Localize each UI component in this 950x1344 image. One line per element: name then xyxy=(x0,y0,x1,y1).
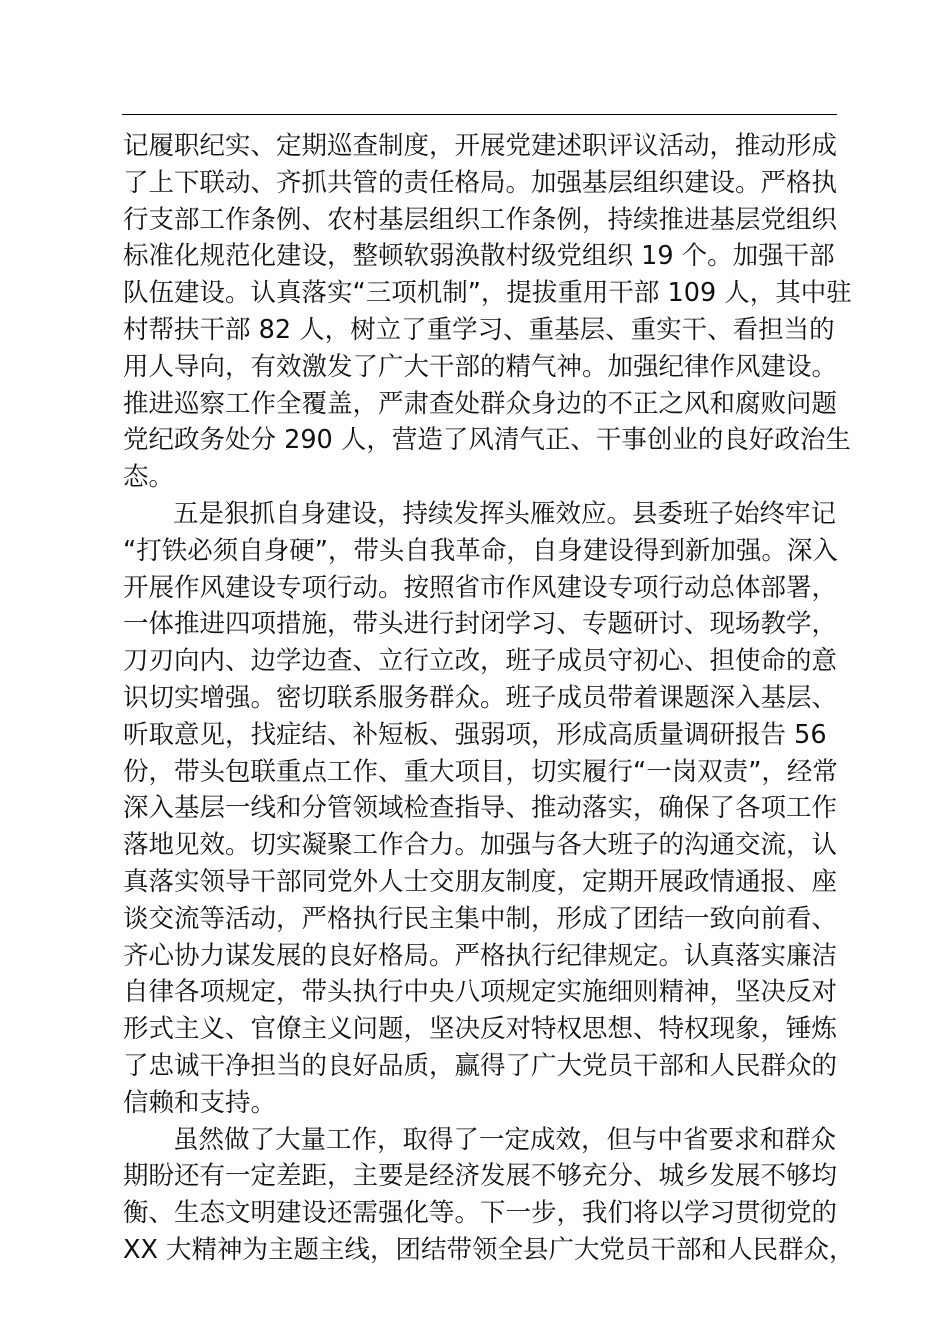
text-line: 信赖和支持。 xyxy=(123,1087,277,1118)
text-line: 用人导向，有效激发了广大干部的精气神。加强纪律作风建设。 xyxy=(123,351,838,382)
document-body xyxy=(123,128,855,1269)
text-line: 开展作风建设专项行动。按照省市作风建设专项行动总体部署， xyxy=(123,572,838,603)
text-line: 自律各项规定，带头执行中央八项规定实施细则精神，坚决反对 xyxy=(123,977,838,1008)
text-line: 形式主义、官僚主义问题，坚决反对特权思想、特权现象，锤炼 xyxy=(123,1014,838,1045)
text-line: 了上下联动、齐抓共管的责任格局。加强基层组织建设。严格执 xyxy=(123,167,838,198)
text-line: 村帮扶干部 82 人，树立了重学习、重基层、重实干、看担当的 xyxy=(123,314,835,345)
paragraph-3 xyxy=(123,1122,855,1269)
text-line: 推进巡察工作全覆盖，严肃查处群众身边的不正之风和腐败问题 xyxy=(123,388,838,419)
text-line: 落地见效。切实凝聚工作合力。加强与各大班子的沟通交流，认 xyxy=(123,830,838,861)
text-line: XX 大精神为主题主线，团结带领全县广大党员干部和人民群众， xyxy=(123,1234,855,1265)
text-line: 态。 xyxy=(123,462,175,493)
text-line: 队伍建设。认真落实“三项机制”，提拔重用干部 109 人，其中驻 xyxy=(123,278,852,309)
text-line: 党纪政务处分 290 人，营造了风清气正、干事创业的良好政治生 xyxy=(123,425,851,456)
paragraph-1 xyxy=(123,128,852,496)
header-rule xyxy=(122,114,837,115)
text-line: 虽然做了大量工作，取得了一定成效，但与中省要求和群众 xyxy=(173,1124,837,1155)
text-line: 行支部工作条例、农村基层组织工作条例，持续推进基层党组织 xyxy=(123,204,838,235)
text-line: 期盼还有一定差距，主要是经济发展不够充分、城乡发展不够均 xyxy=(123,1161,838,1192)
text-line: 五是狠抓自身建设，持续发挥头雁效应。县委班子始终牢记 xyxy=(173,498,837,529)
text-line: 标准化规范化建设，整顿软弱涣散村级党组织 19 个。加强干部 xyxy=(123,241,835,272)
text-line: 一体推进四项措施，带头进行封闭学习、专题研讨、现场教学， xyxy=(123,609,838,640)
text-line: 份，带头包联重点工作、重大项目，切实履行“一岗双责”，经常 xyxy=(123,756,838,787)
text-line: 深入基层一线和分管领域检查指导、推动落实，确保了各项工作 xyxy=(123,793,838,824)
text-line: 谈交流等活动，严格执行民主集中制，形成了团结一致向前看、 xyxy=(123,903,838,934)
text-line: “打铁必须自身硬”，带头自我革命，自身建设得到新加强。深入 xyxy=(123,535,838,566)
text-line: 听取意见，找症结、补短板、强弱项，形成高质量调研报告 56 xyxy=(123,719,827,750)
text-line: 记履职纪实、定期巡查制度，开展党建述职评议活动，推动形成 xyxy=(123,131,838,161)
text-line: 刀刃向内、边学边查、立行立改，班子成员守初心、担使命的意 xyxy=(123,646,838,677)
text-line: 齐心协力谋发展的良好格局。严格执行纪律规定。认真落实廉洁 xyxy=(123,940,838,971)
text-line: 识切实增强。密切联系服务群众。班子成员带着课题深入基层、 xyxy=(123,682,838,713)
paragraph-2 xyxy=(123,496,843,1122)
text-line: 衡、生态文明建设还需强化等。下一步，我们将以学习贯彻党的 xyxy=(123,1198,838,1229)
text-line: 了忠诚干净担当的良好品质，赢得了广大党员干部和人民群众的 xyxy=(123,1050,838,1081)
text-line: 真落实领导干部同党外人士交朋友制度，定期开展政情通报、座 xyxy=(123,866,838,897)
